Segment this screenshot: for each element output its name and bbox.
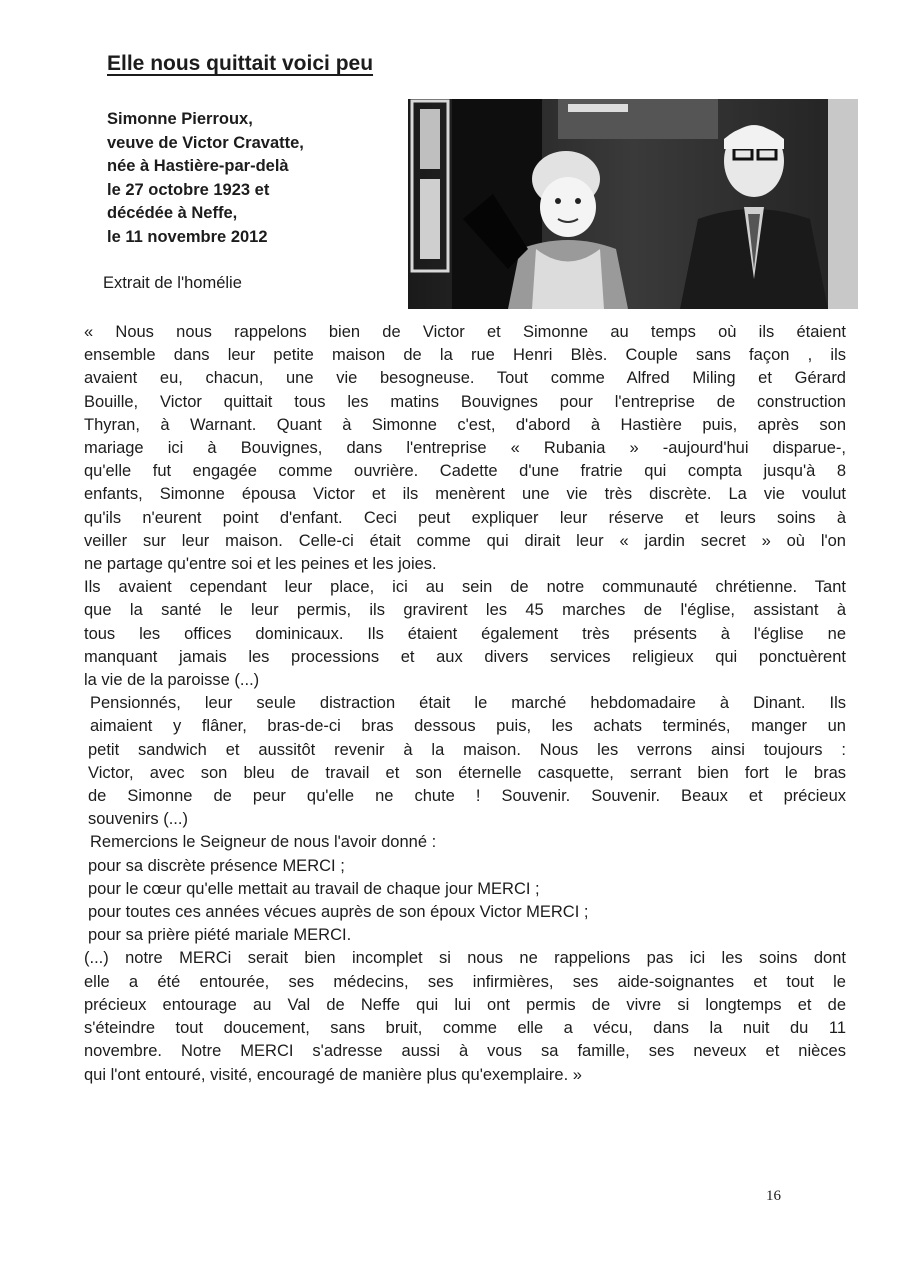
homily-line: (...) notre MERCi serait bien incomplet si nous ne rappelions pas ici les soins dont <box>84 949 846 968</box>
homily-line: novembre. Notre MERCI s'adresse aussi à vous sa famille, ses neveux et nièces <box>84 1042 846 1061</box>
homily-line: Pensionnés, leur seule distraction était le marché hebdomadaire à Dinant. Ils <box>90 694 846 713</box>
article-title: Elle nous quittait voici peu <box>107 52 374 75</box>
intro-line-name: Simonne Pierroux, <box>107 110 253 128</box>
homily-line: qui l'ont entouré, visité, encouragé de manière plus qu'exemplaire. » <box>84 1065 582 1084</box>
homily-text <box>84 321 846 1087</box>
homily-line: tous les offices dominicaux. Ils étaient également très présents à l'église ne <box>84 624 846 643</box>
homily-line: pour le cœur qu'elle mettait au travail de chaque jour MERCI ; <box>88 879 540 898</box>
homily-line: Remercions le Seigneur de nous l'avoir donné : <box>90 833 437 852</box>
homily-line: qu'ils n'eurent point d'enfant. Ceci peut expliquer leur réserve et leurs soins à <box>84 508 846 527</box>
homily-line: ne partage qu'entre soi et les peines et les joies. <box>84 555 437 574</box>
homily-line: que la santé le leur permis, ils gravirent les 45 marches de l'église, assistant à <box>84 601 846 620</box>
homily-line: pour sa discrète présence MERCI ; <box>88 856 345 875</box>
homily-line: pour toutes ces années vécues auprès de son époux Victor MERCI ; <box>88 903 589 922</box>
intro-line-widow: veuve de Victor Cravatte, <box>107 133 304 152</box>
homily-line: s'éteindre tout doucement, sans bruit, comme elle a vécu, dans la nuit du 11 <box>84 1019 846 1038</box>
homily-line: Ils avaient cependant leur place, ici au sein de notre communauté chrétienne. Tant <box>84 578 846 597</box>
homily-line: mariage ici à Bouvignes, dans l'entreprise « Rubania » -aujourd'hui disparue-, <box>84 439 846 458</box>
intro-line-deathdate: le 11 novembre 2012 <box>107 227 268 246</box>
homily-line: souvenirs (...) <box>88 810 188 829</box>
homily-line: ensemble dans leur petite maison de la rue Henri Blès. Couple sans façon , ils <box>84 346 846 365</box>
intro-line-birthdate: le 27 octobre 1923 et <box>107 180 270 199</box>
homily-line: la vie de la paroisse (...) <box>84 671 260 690</box>
homily-line: elle a été entourée, ses médecins, ses infirmières, ses aide-soignantes et tout le <box>84 972 846 991</box>
homily-line: « Nous nous rappelons bien de Victor et Simonne au temps où ils étaient <box>84 323 846 341</box>
homily-line: aimaient y flâner, bras-de-ci bras dessous puis, les achats terminés, manger un <box>90 717 846 736</box>
homily-line: de Simonne de peur qu'elle ne chute ! Souvenir. Souvenir. Beaux et précieux <box>88 787 846 806</box>
homily-line: Victor, avec son bleu de travail et son éternelle casquette, serrant bien fort le bras <box>88 763 846 782</box>
page-number: 16 <box>766 1188 781 1204</box>
homily-line: qu'elle fut engagée comme ouvrière. Cadette d'une fratrie qui compta jusqu'à 8 <box>84 462 846 481</box>
homily-extract-label: Extrait de l'homélie <box>103 274 242 292</box>
obituary-intro <box>107 108 304 249</box>
homily-line: manquant jamais les processions et aux divers services religieux qui ponctuèrent <box>84 647 846 666</box>
intro-line-deathplace: décédée à Neffe, <box>107 204 238 222</box>
homily-line: avaient eu, chacun, une vie besogneuse. Tout comme Alfred Miling et Gérard <box>84 369 846 388</box>
intro-line-birthplace: née à Hastière-par-delà <box>107 157 289 175</box>
homily-line: Thyran, à Warnant. Quant à Simonne c'est, d'abord à Hastière puis, après son <box>84 415 846 434</box>
homily-line: enfants, Simonne épousa Victor et ils menèrent une vie très discrète. La vie voulut <box>84 485 846 504</box>
homily-line: Bouille, Victor quittait tous les matins Bouvignes pour l'entreprise de construction <box>84 392 846 411</box>
homily-line: veiller sur leur maison. Celle-ci était comme qui dirait leur « jardin secret » où l'on <box>84 531 846 550</box>
homily-line: précieux entourage au Val de Neffe qui lui ont permis de vivre si longtemps et de <box>84 995 846 1014</box>
couple-photo <box>408 99 858 309</box>
homily-line: pour sa prière piété mariale MERCI. <box>88 926 352 945</box>
homily-line: petit sandwich et aussitôt revenir à la maison. Nous les verrons ainsi toujours : <box>88 740 846 759</box>
couple-photo-drawing <box>408 99 858 309</box>
